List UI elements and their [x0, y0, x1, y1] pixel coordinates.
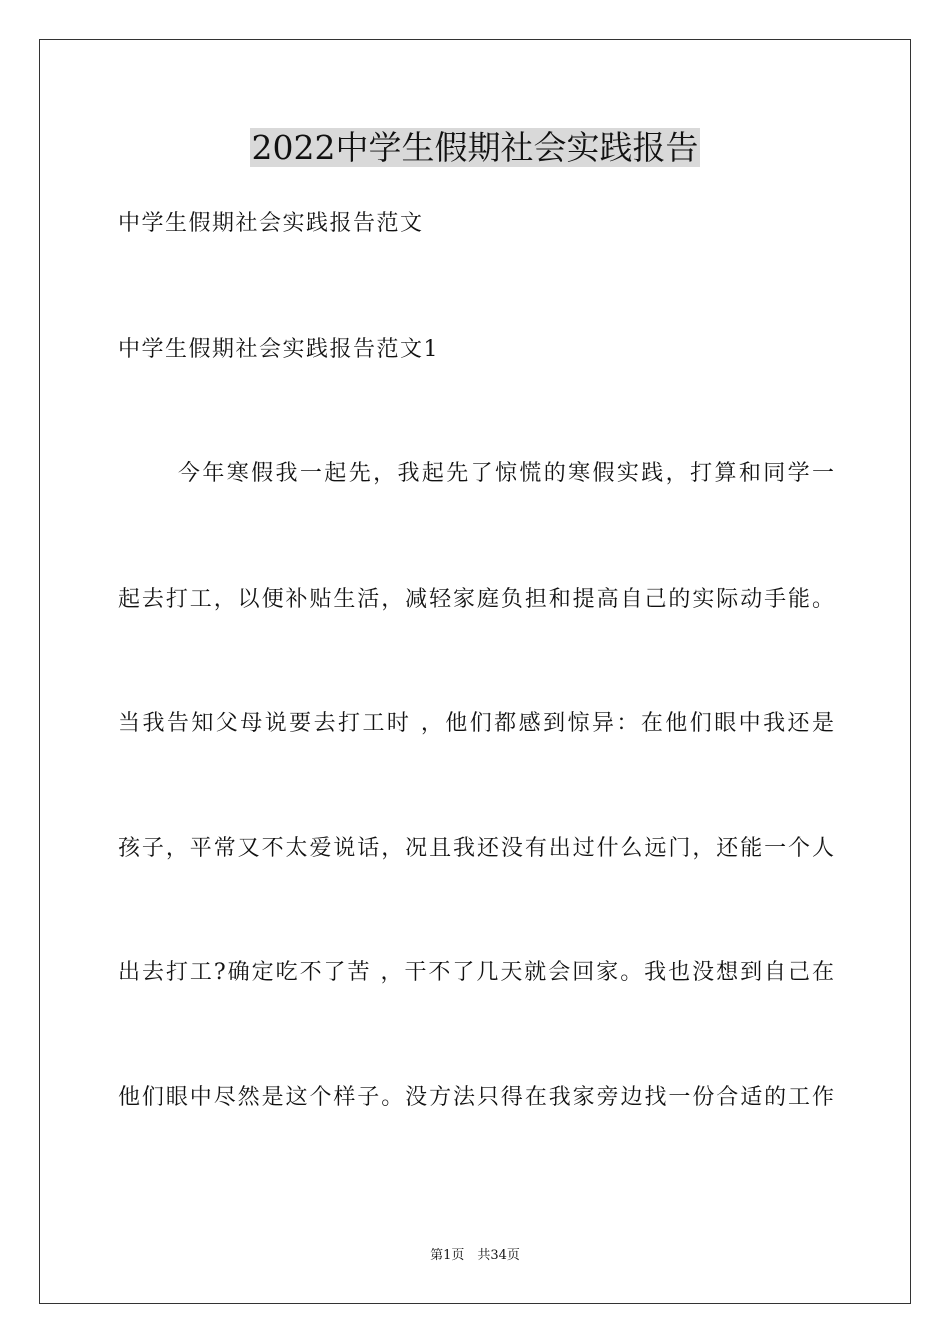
document-title — [0, 128, 950, 168]
body-line-5: 出去打工?确定吃不了苦 ，干不了几天就会回家。我也没想到自己在 — [118, 960, 834, 985]
body-line-4: 孩子，平常又不太爱说话，况且我还没有出过什么远门，还能一个人 — [118, 836, 834, 861]
body-line-1: 今年寒假我一起先，我起先了惊慌的寒假实践，打算和同学一 — [178, 461, 834, 486]
document-title-text: 2022中学生假期社会实践报告 — [251, 128, 699, 167]
body-line-3: 当我告知父母说要去打工时 ，他们都感到惊异：在他们眼中我还是 — [118, 711, 834, 736]
document-subtitle: 中学生假期社会实践报告范文 — [118, 211, 424, 236]
page-footer: 第1页 共34页 — [430, 1248, 520, 1263]
body-line-2: 起去打工，以便补贴生活，减轻家庭负担和提高自己的实际动手能。 — [118, 587, 834, 612]
section-heading: 中学生假期社会实践报告范文1 — [118, 337, 439, 362]
body-line-6: 他们眼中尽然是这个样子。没方法只得在我家旁边找一份合适的工作 — [118, 1085, 834, 1110]
